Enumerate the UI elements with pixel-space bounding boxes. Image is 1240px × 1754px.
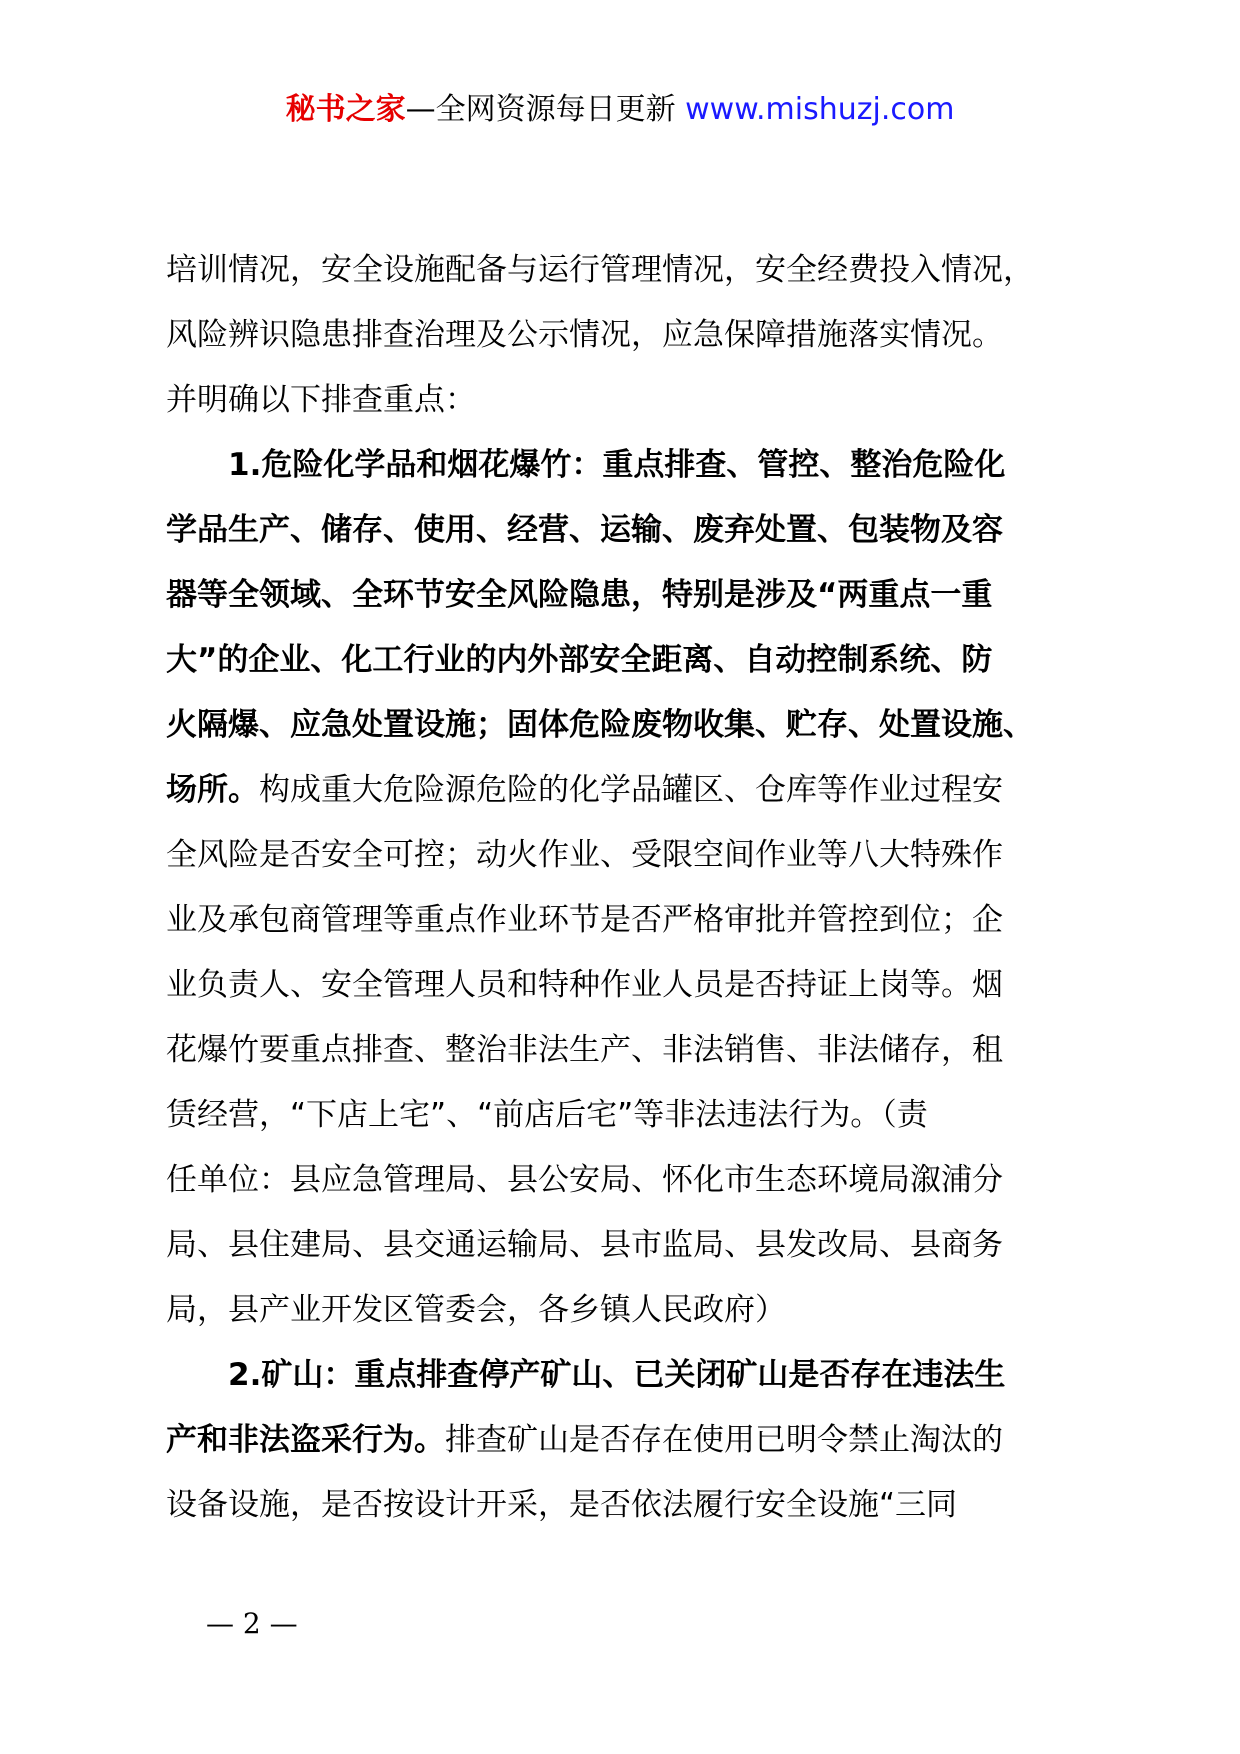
text-segment: 局、县住建局、县交通运输局、县市监局、县发改局、县商务	[166, 1227, 1003, 1263]
text-segment: 局，县产业开发区管委会，各乡镇人民政府）	[166, 1292, 786, 1328]
text-segment: 全风险是否安全可控；动火作业、受限空间作业等八大特殊作	[166, 837, 1003, 873]
text-line	[166, 238, 1086, 303]
bold-text-segment: 产和非法盗采行为。	[166, 1422, 445, 1458]
text-line	[166, 1343, 1086, 1408]
document-body	[166, 238, 1086, 1538]
text-line	[166, 303, 1086, 368]
text-line	[166, 433, 1086, 498]
text-line	[166, 1083, 1086, 1148]
text-line	[166, 1148, 1086, 1213]
text-line	[166, 693, 1086, 758]
text-line	[166, 628, 1086, 693]
text-segment: 构成重大危险源危险的化学品罐区、仓库等作业过程安	[259, 772, 1003, 808]
bold-text-segment: 场所。	[166, 772, 259, 808]
text-segment: 培训情况，安全设施配备与运行管理情况，安全经费投入情况，	[166, 252, 1034, 288]
bold-text-segment: 1.危险化学品和烟花爆竹：重点排查、管控、整治危险化	[166, 447, 1006, 483]
page-header	[0, 88, 1240, 132]
text-line	[166, 498, 1086, 563]
text-line	[166, 1408, 1086, 1473]
site-brand: 秘书之家	[285, 92, 406, 127]
site-tagline: —全网资源每日更新	[405, 92, 686, 127]
text-line	[166, 823, 1086, 888]
bold-text-segment: 学品生产、储存、使用、经营、运输、废弃处置、包装物及容	[166, 512, 1003, 548]
text-segment: 花爆竹要重点排查、整治非法生产、非法销售、非法储存，租	[166, 1032, 1003, 1068]
text-segment: 风险辨识隐患排查治理及公示情况，应急保障措施落实情况。	[166, 317, 1003, 353]
text-segment: 排查矿山是否存在使用已明令禁止淘汰的	[445, 1422, 1003, 1458]
text-line	[166, 758, 1086, 823]
text-line	[166, 368, 1086, 433]
bold-text-segment: 大”的企业、化工行业的内外部安全距离、自动控制系统、防	[166, 642, 993, 678]
text-line	[166, 953, 1086, 1018]
text-line	[166, 1278, 1086, 1343]
page-number: — 2 —	[206, 1607, 298, 1640]
site-url[interactable]: www.mishuzj.com	[685, 92, 955, 127]
text-segment: 业负责人、安全管理人员和特种作业人员是否持证上岗等。烟	[166, 967, 1003, 1003]
bold-text-segment: 器等全领域、全环节安全风险隐患，特别是涉及“两重点一重	[166, 577, 993, 613]
text-segment: 并明确以下排查重点：	[166, 382, 476, 418]
text-segment: 任单位：县应急管理局、县公安局、怀化市生态环境局溆浦分	[166, 1162, 1003, 1198]
text-line	[166, 888, 1086, 953]
text-segment: 设备设施，是否按设计开采，是否依法履行安全设施“三同	[166, 1487, 958, 1523]
text-line	[166, 1473, 1086, 1538]
text-line	[166, 563, 1086, 628]
bold-text-segment: 2.矿山：重点排查停产矿山、已关闭矿山是否存在违法生	[166, 1357, 1006, 1393]
text-segment: 赁经营，“下店上宅”、“前店后宅”等非法违法行为。（责	[166, 1097, 928, 1133]
text-line	[166, 1018, 1086, 1083]
text-segment: 业及承包商管理等重点作业环节是否严格审批并管控到位；企	[166, 902, 1003, 938]
bold-text-segment: 火隔爆、应急处置设施；固体危险废物收集、贮存、处置设施、	[166, 707, 1034, 743]
text-line	[166, 1213, 1086, 1278]
